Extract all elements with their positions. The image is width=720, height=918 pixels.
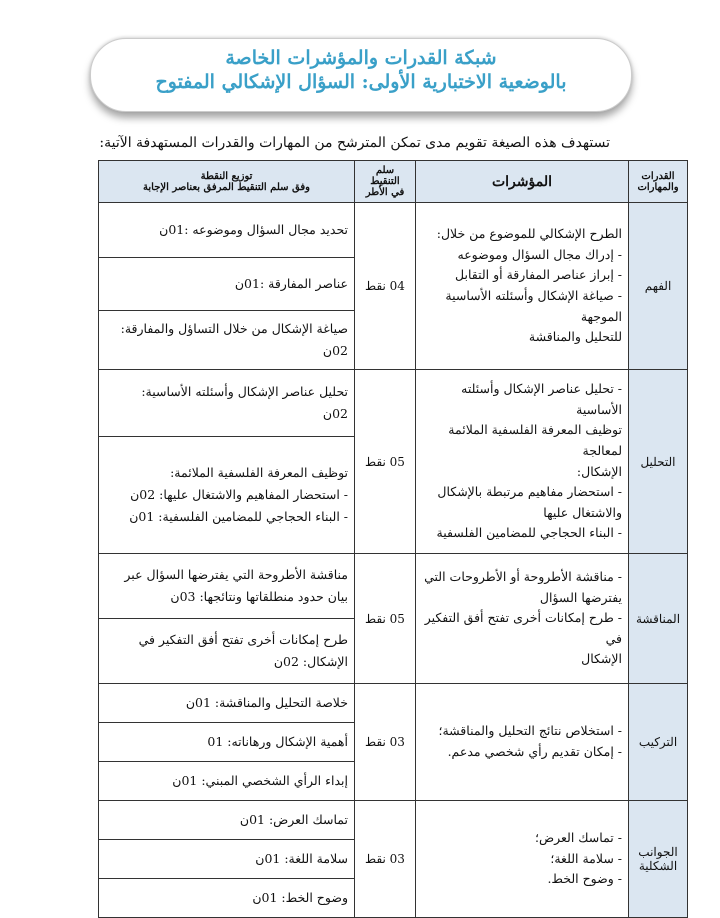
distribution-line: بيان حدود منطلقاتها ونتائجها: 03ن	[170, 589, 348, 604]
banner-title-line1: شبكة القدرات والمؤشرات الخاصة	[225, 47, 497, 69]
score-cell: 05 نقط	[355, 554, 416, 684]
distribution-line: مناقشة الأطروحة التي يفترضها السؤال عبر	[124, 567, 348, 583]
distribution-line: أهمية الإشكال ورهاناته: 01	[207, 734, 348, 750]
distribution-cell	[99, 554, 355, 619]
distribution-line: تماسك العرض: 01ن	[239, 812, 348, 828]
indicator-line: - إدراك مجال السؤال وموضوعه	[457, 246, 622, 262]
distribution-line: طرح إمكانات أخرى تفتح أفق التفكير في	[138, 632, 348, 648]
indicator-line: - إبراز عناصر المفارقة أو التقابل	[455, 267, 622, 283]
header-indicators: المؤشرات	[416, 161, 629, 203]
distribution-line: توظيف المعرفة الفلسفية الملائمة:	[170, 465, 348, 481]
intro-text: تستهدف هذه الصيغة تقويم مدى تمكن المترشح من المهارات والقدرات المستهدفة الآتية:	[99, 135, 610, 151]
indicators-cell	[416, 370, 629, 554]
indicator-line: الطرح الإشكالي للموضوع من خلال:	[436, 226, 622, 242]
score-cell: 04 نقط	[355, 203, 416, 370]
distribution-line: سلامة اللغة: 01ن	[255, 851, 348, 867]
indicator-line: للتحليل والمناقشة	[528, 329, 622, 345]
indicator-line: - طرح إمكانات أخرى تفتح أفق التفكير في	[424, 610, 622, 646]
indicator-line: - صياغة الإشكال وأسئلته الأساسية الموجهة	[445, 288, 622, 324]
indicators-cell	[416, 801, 629, 918]
header-score: سلم التنقيط في الأطر	[355, 161, 416, 203]
indicators-cell	[416, 554, 629, 684]
indicator-line: - وضوح الخط.	[547, 871, 622, 887]
table-row	[99, 801, 688, 840]
distribution-line: تحديد مجال السؤال وموضوعه :01ن	[159, 222, 348, 238]
distribution-line: وضوح الخط: 01ن	[252, 890, 348, 906]
skill-cell: المناقشة	[629, 554, 688, 684]
distribution-line: عناصر المفارقة :01ن	[234, 276, 348, 292]
skill-cell: الجوانب الشكلية	[629, 801, 688, 918]
skill-cell: التحليل	[629, 370, 688, 554]
distribution-cell	[99, 879, 355, 918]
header-distribution: توزيع النقطة وفق سلم التنقيط المرفق بعناصر الإجابة	[99, 161, 355, 203]
indicators-cell	[416, 203, 629, 370]
table-header-row	[99, 161, 688, 203]
rubric-table	[98, 160, 688, 918]
distribution-line: إبداء الرأي الشخصي المبني: 01ن	[172, 773, 348, 789]
distribution-cell	[99, 840, 355, 879]
distribution-cell	[99, 258, 355, 311]
skill-cell: التركيب	[629, 684, 688, 801]
indicator-line: - إمكان تقديم رأي شخصي مدعم.	[447, 744, 622, 759]
distribution-cell	[99, 723, 355, 762]
title-banner	[90, 38, 632, 112]
indicator-line: - تحليل عناصر الإشكال وأسئلته الأساسية	[461, 381, 622, 417]
header-skills: القدرات والمهارات	[629, 161, 688, 203]
table-row	[99, 554, 688, 619]
distribution-line: صياغة الإشكال من خلال التساؤل والمفارقة:	[120, 321, 348, 337]
skill-cell: الفهم	[629, 203, 688, 370]
distribution-line: خلاصة التحليل والمناقشة: 01ن	[185, 695, 348, 711]
distribution-line: 02ن	[322, 343, 348, 358]
distribution-cell	[99, 203, 355, 258]
banner-title-line2: بالوضعية الاختبارية الأولى: السؤال الإشكالي المفتوح	[155, 71, 567, 93]
indicator-line: - مناقشة الأطروحة أو الأطروحات التي	[424, 568, 622, 584]
distribution-line: تحليل عناصر الإشكال وأسئلته الأساسية:	[141, 384, 348, 400]
indicator-line: توظيف المعرفة الفلسفية الملائمة لمعالجة	[448, 422, 622, 458]
distribution-cell	[99, 619, 355, 684]
indicator-line: والاشتغال عليها	[543, 504, 622, 520]
indicator-line: - استخلاص نتائج التحليل والمناقشة؛	[438, 723, 622, 739]
distribution-cell	[99, 684, 355, 723]
table-row	[99, 203, 688, 258]
indicator-line: يفترضها السؤال	[539, 589, 622, 605]
distribution-cell	[99, 370, 355, 437]
indicator-line: - البناء الحجاجي للمضامين الفلسفية	[436, 525, 622, 541]
distribution-cell	[99, 801, 355, 840]
score-cell: 05 نقط	[355, 370, 416, 554]
table-row	[99, 370, 688, 437]
distribution-line: 02ن	[322, 406, 348, 421]
score-cell: 03 نقط	[355, 801, 416, 918]
indicator-line: الإشكال:	[576, 463, 622, 479]
indicator-line: - تماسك العرض؛	[535, 830, 622, 846]
distribution-line: الإشكال: 02ن	[273, 654, 348, 669]
distribution-cell	[99, 762, 355, 801]
distribution-cell	[99, 311, 355, 370]
table-row	[99, 684, 688, 723]
indicator-line: - استحضار مفاهيم مرتبطة بالإشكال	[437, 484, 622, 500]
indicator-line: - سلامة اللغة؛	[550, 850, 622, 866]
distribution-line: - استحضار المفاهيم والاشتغال عليها: 02ن	[130, 487, 348, 503]
indicators-cell	[416, 684, 629, 801]
indicator-line: الإشكال	[581, 651, 622, 667]
distribution-cell	[99, 437, 355, 554]
distribution-line: - البناء الحجاجي للمضامين الفلسفية: 01ن	[129, 508, 348, 524]
score-cell: 03 نقط	[355, 684, 416, 801]
